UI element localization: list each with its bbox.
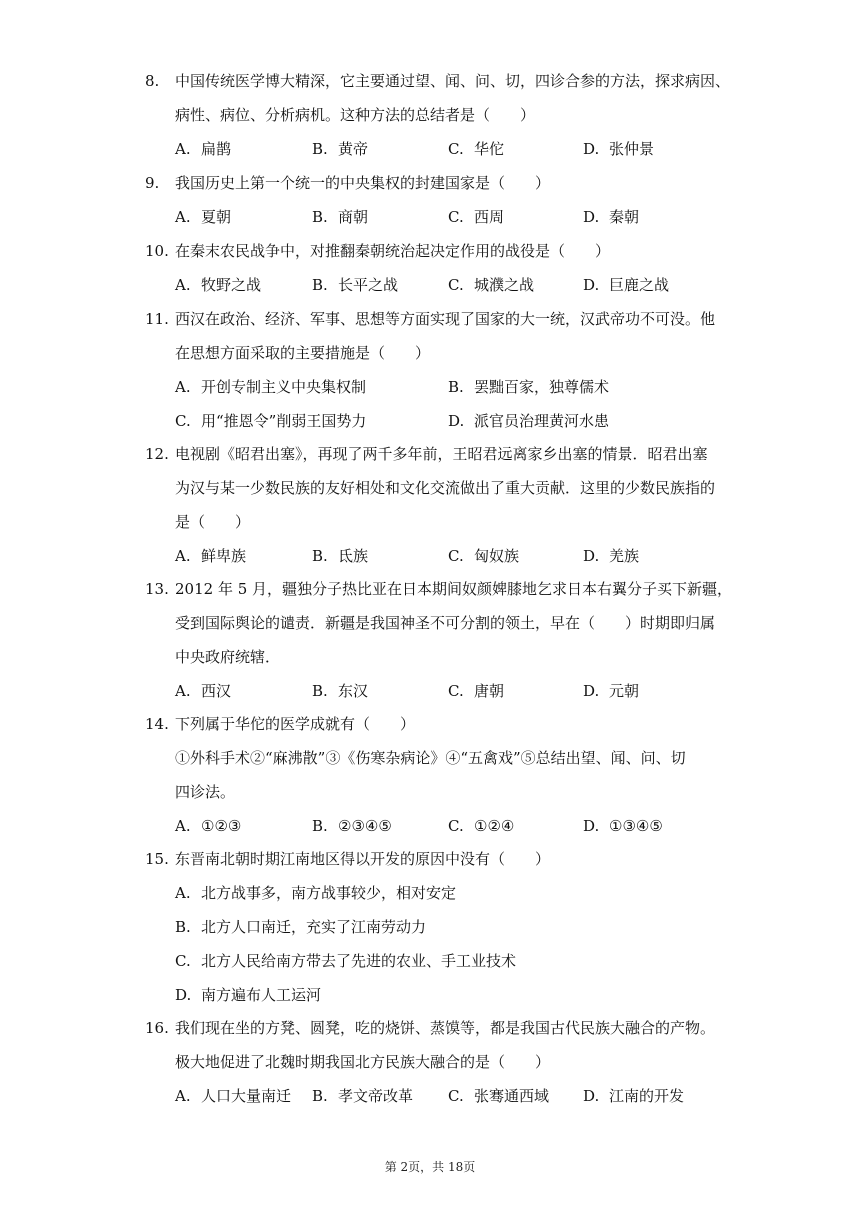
options-row — [145, 268, 725, 302]
options-row — [145, 200, 725, 234]
option-b[interactable]: B. 东汉 — [312, 682, 369, 700]
option-a[interactable]: A. 扁鹊 — [175, 140, 232, 158]
question-text: 电视剧《昭君出塞》，再现了两千多年前，王昭君远离家乡出塞的情景．昭君出塞 — [175, 445, 708, 463]
option-b[interactable]: B. 黄帝 — [312, 140, 369, 158]
question-text: 下列属于华佗的医学成就有（ ） — [175, 715, 416, 733]
option-b[interactable]: B. 长平之战 — [312, 276, 399, 294]
option-d[interactable]: D. 南方遍布人工运河 — [175, 986, 322, 1004]
question-number: 15. — [145, 850, 169, 868]
option-d[interactable]: D. 张仲景 — [583, 140, 655, 158]
option-a[interactable]: A. 西汉 — [175, 682, 232, 700]
options-row — [145, 809, 725, 843]
option-a[interactable]: A. 夏朝 — [175, 208, 232, 226]
options-row — [145, 370, 725, 404]
option-d[interactable]: D. 派官员治理黄河水患 — [448, 412, 610, 430]
question-number: 13. — [145, 580, 169, 598]
option-a[interactable]: A. 牧野之战 — [175, 276, 262, 294]
question-text: 受到国际舆论的谴责．新疆是我国神圣不可分割的领土，早在（ ）时期即归属 — [175, 614, 716, 632]
question-number: 12. — [145, 445, 169, 463]
option-b[interactable]: B. 北方人口南迁，充实了江南劳动力 — [175, 918, 427, 936]
options-row — [145, 1079, 725, 1113]
option-d[interactable]: D. 羌族 — [583, 547, 640, 565]
question-number: 11. — [145, 310, 169, 328]
question-9 — [145, 166, 725, 234]
options-row — [145, 674, 725, 708]
option-d[interactable]: D. 秦朝 — [583, 208, 640, 226]
option-a[interactable]: A. ①②③ — [175, 817, 242, 835]
question-text: 四诊法。 — [175, 783, 236, 801]
question-number: 9. — [145, 174, 160, 192]
question-text: 东晋南北朝时期江南地区得以开发的原因中没有（ ） — [175, 850, 551, 868]
question-text: 中国传统医学博大精深，它主要通过望、闻、问、切，四诊合参的方法，探求病因、 — [175, 72, 731, 90]
page-footer: 第 2页，共 18页 — [384, 1160, 476, 1174]
question-8 — [145, 64, 731, 166]
option-c[interactable]: C. 城濮之战 — [448, 276, 535, 294]
option-b[interactable]: B. 孝文帝改革 — [312, 1087, 414, 1105]
option-c[interactable]: C. 张骞通西域 — [448, 1087, 550, 1105]
question-text: 我们现在坐的方凳、圆凳，吃的烧饼、蒸馍等，都是我国古代民族大融合的产物。 — [175, 1019, 716, 1037]
option-c[interactable]: C. 北方人民给南方带去了先进的农业、手工业技术 — [175, 952, 517, 970]
option-b[interactable]: B. 罢黜百家，独尊儒术 — [448, 378, 610, 396]
question-13 — [145, 572, 733, 708]
question-number: 16. — [145, 1019, 169, 1037]
option-d[interactable]: D. 江南的开发 — [583, 1087, 685, 1105]
option-d[interactable]: D. 元朝 — [583, 682, 640, 700]
question-text: 在秦末农民战争中，对推翻秦朝统治起决定作用的战役是（ ） — [175, 242, 611, 260]
option-d[interactable]: D. ①③④⑤ — [583, 817, 663, 835]
option-c[interactable]: C. 西周 — [448, 208, 505, 226]
question-text: ①外科手术②“麻沸散”③《伤寒杂病论》④“五禽戏”⑤总结出望、闻、问、切 — [175, 749, 686, 767]
question-text: 为汉与某一少数民族的友好相处和文化交流做出了重大贡献．这里的少数民族指的 — [175, 479, 716, 497]
option-c[interactable]: C. 华佗 — [448, 140, 505, 158]
option-c[interactable]: C. 唐朝 — [448, 682, 505, 700]
question-text: 我国历史上第一个统一的中央集权的封建国家是（ ） — [175, 174, 551, 192]
option-b[interactable]: B. 氐族 — [312, 547, 369, 565]
question-text: 极大地促进了北魏时期我国北方民族大融合的是（ ） — [175, 1053, 551, 1071]
question-text: 病性、病位、分析病机。这种方法的总结者是（ ） — [175, 106, 536, 124]
option-c[interactable]: C. 用“推恩令”削弱王国势力 — [175, 412, 367, 430]
option-c[interactable]: C. 匈奴族 — [448, 547, 520, 565]
option-b[interactable]: B. ②③④⑤ — [312, 817, 392, 835]
options-row — [145, 132, 725, 166]
option-a[interactable]: A. 鲜卑族 — [175, 547, 247, 565]
question-15 — [145, 842, 725, 1012]
question-16 — [145, 1011, 725, 1113]
option-a[interactable]: A. 人口大量南迁 — [175, 1087, 292, 1105]
question-10 — [145, 234, 725, 302]
option-a[interactable]: A. 开创专制主义中央集权制 — [175, 378, 367, 396]
question-11 — [145, 302, 725, 438]
option-a[interactable]: A. 北方战事多，南方战事较少，相对安定 — [175, 884, 457, 902]
question-number: 8. — [145, 72, 160, 90]
question-text: 西汉在政治、经济、军事、思想等方面实现了国家的大一统，汉武帝功不可没。他 — [175, 310, 716, 328]
option-b[interactable]: B. 商朝 — [312, 208, 369, 226]
question-number: 14. — [145, 715, 169, 733]
question-text: 是（ ） — [175, 513, 251, 531]
options-row — [145, 539, 725, 573]
question-text: 中央政府统辖． — [175, 648, 281, 666]
question-text: 在思想方面采取的主要措施是（ ） — [175, 344, 431, 362]
question-number: 10. — [145, 242, 169, 260]
option-d[interactable]: D. 巨鹿之战 — [583, 276, 670, 294]
option-c[interactable]: C. ①②④ — [448, 817, 515, 835]
question-text: 2012 年 5 月，疆独分子热比亚在日本期间奴颜婢膝地乞求日本右翼分子买下新疆， — [175, 580, 733, 598]
question-12 — [145, 437, 725, 573]
options-row — [145, 404, 725, 438]
question-14 — [145, 707, 725, 843]
